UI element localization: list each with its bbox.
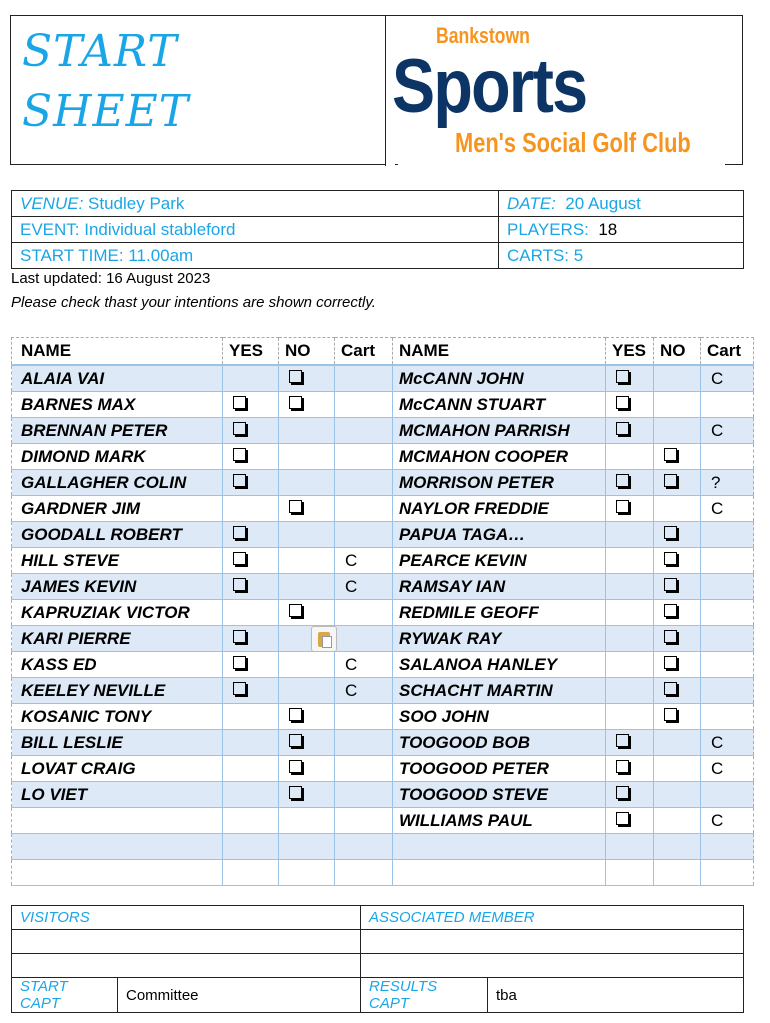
cart-cell [701, 444, 754, 470]
yes-cell [223, 730, 279, 756]
cart-cell [701, 548, 754, 574]
checkbox-square-icon[interactable] [664, 526, 677, 539]
checkbox-square-icon[interactable] [289, 500, 302, 513]
table-row [12, 756, 754, 782]
cart-cell [335, 365, 393, 392]
table-row [12, 808, 754, 834]
checkbox-square-icon[interactable] [233, 578, 246, 591]
checkbox-square-icon[interactable] [289, 396, 302, 409]
yes-cell [223, 808, 279, 834]
table-header [12, 338, 754, 366]
checkbox-square-icon[interactable] [233, 422, 246, 435]
player-name: MORRISON PETER [393, 470, 606, 496]
no-cell [654, 470, 701, 496]
checkbox-square-icon[interactable] [616, 396, 629, 409]
visitors-label: VISITORS [12, 906, 361, 930]
checkbox-square-icon[interactable] [616, 370, 629, 383]
yes-cell [606, 626, 654, 652]
table-row [12, 730, 754, 756]
event-info-table [11, 190, 744, 269]
col-no: NO [279, 338, 335, 366]
player-name: REDMILE GEOFF [393, 600, 606, 626]
yes-cell [606, 756, 654, 782]
checkbox-square-icon[interactable] [233, 396, 246, 409]
club-logo [392, 24, 722, 160]
yes-cell [606, 470, 654, 496]
no-cell [654, 704, 701, 730]
player-name [12, 808, 223, 834]
player-name: KEELEY NEVILLE [12, 678, 223, 704]
checkbox-square-icon[interactable] [289, 708, 302, 721]
table-row [12, 782, 754, 808]
checkbox-square-icon[interactable] [664, 552, 677, 565]
player-name: SCHACHT MARTIN [393, 678, 606, 704]
cart-cell [335, 444, 393, 470]
table-row [12, 834, 754, 860]
table-row [12, 860, 754, 886]
yes-cell [606, 600, 654, 626]
checkbox-square-icon[interactable] [616, 786, 629, 799]
cart-cell [701, 678, 754, 704]
checkbox-square-icon[interactable] [233, 656, 246, 669]
no-cell [654, 782, 701, 808]
cart-cell [335, 392, 393, 418]
yes-cell [606, 418, 654, 444]
visitors-entry [12, 954, 361, 978]
yes-cell [606, 522, 654, 548]
player-name: PEARCE KEVIN [393, 548, 606, 574]
no-cell [654, 365, 701, 392]
table-row [12, 704, 754, 730]
no-cell [279, 860, 335, 886]
player-name: BARNES MAX [12, 392, 223, 418]
player-name: KOSANIC TONY [12, 704, 223, 730]
checkbox-square-icon[interactable] [233, 526, 246, 539]
cart-cell [335, 756, 393, 782]
cart-cell: C [335, 652, 393, 678]
col-name: NAME [393, 338, 606, 366]
checkbox-square-icon[interactable] [289, 370, 302, 383]
no-cell [654, 548, 701, 574]
yes-cell [223, 600, 279, 626]
player-name [393, 834, 606, 860]
venue-value: Studley Park [88, 193, 185, 213]
player-name: LO VIET [12, 782, 223, 808]
player-name: WILLIAMS PAUL [393, 808, 606, 834]
player-name [12, 834, 223, 860]
associated-entry [361, 930, 744, 954]
no-cell [279, 756, 335, 782]
checkbox-square-icon[interactable] [289, 604, 302, 617]
checkbox-square-icon[interactable] [664, 682, 677, 695]
cart-cell [701, 574, 754, 600]
yes-cell [223, 782, 279, 808]
player-name: KASS ED [12, 652, 223, 678]
table-row [12, 652, 754, 678]
player-name: GALLAGHER COLIN [12, 470, 223, 496]
checkbox-square-icon[interactable] [233, 630, 246, 643]
title-line-1: START [22, 26, 178, 77]
cart-cell [701, 522, 754, 548]
player-name: TOOGOOD PETER [393, 756, 606, 782]
start-capt-label: START CAPT [12, 978, 118, 1013]
yes-cell [223, 860, 279, 886]
yes-cell [223, 418, 279, 444]
player-name: MCMAHON PARRISH [393, 418, 606, 444]
checkbox-square-icon[interactable] [616, 734, 629, 747]
no-cell [279, 600, 335, 626]
yes-cell [223, 756, 279, 782]
event-cell: EVENT: Individual stableford [12, 217, 499, 243]
no-cell [279, 522, 335, 548]
no-cell [279, 704, 335, 730]
cart-cell: C [335, 574, 393, 600]
no-cell [279, 548, 335, 574]
player-name: ALAIA VAI [12, 365, 223, 392]
no-cell [279, 444, 335, 470]
checkbox-square-icon[interactable] [616, 500, 629, 513]
cart-cell [701, 782, 754, 808]
no-cell [654, 600, 701, 626]
cart-cell: C [701, 730, 754, 756]
date-cell [499, 191, 744, 217]
cart-cell [335, 860, 393, 886]
table-row [12, 600, 754, 626]
checkbox-square-icon[interactable] [289, 760, 302, 773]
start-time-cell: START TIME: 11.00am [12, 243, 499, 269]
cart-cell [335, 626, 393, 652]
checkbox-square-icon[interactable] [664, 604, 677, 617]
yes-cell [223, 652, 279, 678]
checkbox-square-icon[interactable] [664, 656, 677, 669]
no-cell [654, 652, 701, 678]
cart-cell [701, 652, 754, 678]
yes-cell [606, 444, 654, 470]
logo-club-name: Men's Social Golf Club [455, 127, 691, 158]
no-cell [279, 418, 335, 444]
player-name: SALANOA HANLEY [393, 652, 606, 678]
player-name: GOODALL ROBERT [12, 522, 223, 548]
page-title [22, 22, 189, 142]
results-capt-value: tba [488, 978, 744, 1013]
start-capt-value: Committee [118, 978, 361, 1013]
yes-cell [223, 678, 279, 704]
checkbox-square-icon[interactable] [233, 682, 246, 695]
cart-cell: C [701, 756, 754, 782]
yes-cell [223, 834, 279, 860]
yes-cell [223, 704, 279, 730]
yes-cell [223, 548, 279, 574]
players-cell [499, 217, 744, 243]
col-cart: Cart [701, 338, 754, 366]
col-no: NO [654, 338, 701, 366]
checkbox-square-icon[interactable] [233, 552, 246, 565]
results-capt-label: RESULTS CAPT [361, 978, 488, 1013]
no-cell [654, 392, 701, 418]
col-yes: YES [606, 338, 654, 366]
no-cell [279, 782, 335, 808]
no-cell [654, 756, 701, 782]
checkbox-square-icon[interactable] [616, 760, 629, 773]
table-row [12, 548, 754, 574]
player-name: SOO JOHN [393, 704, 606, 730]
yes-cell [606, 834, 654, 860]
yes-cell [606, 574, 654, 600]
cart-cell: C [335, 548, 393, 574]
yes-cell [223, 522, 279, 548]
associated-entry [361, 954, 744, 978]
no-cell [279, 574, 335, 600]
player-name: TOOGOOD STEVE [393, 782, 606, 808]
visitors-entry [12, 930, 361, 954]
cart-cell [335, 418, 393, 444]
yes-cell [606, 365, 654, 392]
checkbox-square-icon[interactable] [289, 734, 302, 747]
player-name: DIMOND MARK [12, 444, 223, 470]
cart-cell [335, 834, 393, 860]
checkbox-square-icon[interactable] [664, 578, 677, 591]
cart-cell [335, 704, 393, 730]
player-name: MCMAHON COOPER [393, 444, 606, 470]
cart-cell: C [335, 678, 393, 704]
cart-cell [335, 470, 393, 496]
no-cell [279, 678, 335, 704]
cart-cell [335, 600, 393, 626]
table-row [12, 470, 754, 496]
players-label: PLAYERS: [507, 219, 589, 239]
checkbox-square-icon[interactable] [664, 474, 677, 487]
no-cell [279, 652, 335, 678]
table-row [12, 496, 754, 522]
no-cell [654, 808, 701, 834]
player-name: TOOGOOD BOB [393, 730, 606, 756]
cart-cell [701, 600, 754, 626]
cart-cell: ? [701, 470, 754, 496]
player-name: McCANN STUART [393, 392, 606, 418]
col-name: NAME [12, 338, 223, 366]
checkbox-square-icon[interactable] [289, 786, 302, 799]
no-cell [654, 730, 701, 756]
player-name: BILL LESLIE [12, 730, 223, 756]
no-cell [654, 418, 701, 444]
no-cell [654, 834, 701, 860]
checkbox-square-icon[interactable] [233, 448, 246, 461]
no-cell [654, 444, 701, 470]
player-name: KARI PIERRE [12, 626, 223, 652]
checkbox-square-icon[interactable] [233, 474, 246, 487]
cart-cell: C [701, 808, 754, 834]
last-updated: Last updated: 16 August 2023 [11, 270, 211, 287]
yes-cell [606, 392, 654, 418]
cart-cell [335, 782, 393, 808]
no-cell [654, 678, 701, 704]
player-name [12, 860, 223, 886]
player-name: RAMSAY IAN [393, 574, 606, 600]
yes-cell [223, 574, 279, 600]
table-row [12, 522, 754, 548]
no-cell [654, 860, 701, 886]
yes-cell [606, 782, 654, 808]
player-name: BRENNAN PETER [12, 418, 223, 444]
cart-cell [335, 808, 393, 834]
col-cart: Cart [335, 338, 393, 366]
logo-sports: Sports [392, 44, 587, 129]
cart-cell [701, 392, 754, 418]
no-cell [279, 365, 335, 392]
table-row [12, 626, 754, 652]
no-cell [654, 522, 701, 548]
logo-bankstown: Bankstown [436, 23, 530, 48]
carts-cell: CARTS: 5 [499, 243, 744, 269]
yes-cell [606, 496, 654, 522]
cart-cell [701, 860, 754, 886]
associated-member-label: ASSOCIATED MEMBER [361, 906, 744, 930]
cart-cell: C [701, 418, 754, 444]
col-yes: YES [223, 338, 279, 366]
player-name: HILL STEVE [12, 548, 223, 574]
yes-cell [223, 496, 279, 522]
player-name: LOVAT CRAIG [12, 756, 223, 782]
cart-cell: C [701, 496, 754, 522]
player-name [393, 860, 606, 886]
cart-cell [335, 522, 393, 548]
no-cell [279, 470, 335, 496]
player-name: NAYLOR FREDDIE [393, 496, 606, 522]
no-cell [279, 808, 335, 834]
cart-cell [335, 730, 393, 756]
no-cell [654, 574, 701, 600]
player-name: GARDNER JIM [12, 496, 223, 522]
no-cell [654, 496, 701, 522]
players-table [11, 337, 754, 886]
players-value: 18 [598, 219, 618, 239]
yes-cell [606, 704, 654, 730]
no-cell [654, 626, 701, 652]
cart-cell: C [701, 365, 754, 392]
no-cell [279, 392, 335, 418]
yes-cell [606, 652, 654, 678]
player-name: McCANN JOHN [393, 365, 606, 392]
table-row [12, 365, 754, 392]
player-name: PAPUA TAGA… [393, 522, 606, 548]
cart-cell [701, 704, 754, 730]
date-value: 20 August [565, 193, 641, 213]
yes-cell [606, 678, 654, 704]
checkbox-square-icon[interactable] [664, 448, 677, 461]
yes-cell [223, 392, 279, 418]
checkbox-square-icon[interactable] [664, 708, 677, 721]
checkbox-square-icon[interactable] [616, 474, 629, 487]
no-cell [279, 834, 335, 860]
yes-cell [606, 548, 654, 574]
no-cell [279, 496, 335, 522]
cart-cell [335, 496, 393, 522]
yes-cell [223, 444, 279, 470]
yes-cell [606, 808, 654, 834]
no-cell [279, 730, 335, 756]
checkbox-square-icon[interactable] [664, 630, 677, 643]
notice: Please check thast your intentions are shown correctly. [11, 294, 376, 311]
table-row [12, 392, 754, 418]
date-label: DATE: [507, 193, 556, 213]
table-row [12, 574, 754, 600]
checkbox-square-icon[interactable] [616, 812, 629, 825]
venue-cell [12, 191, 499, 217]
player-name: KAPRUZIAK VICTOR [12, 600, 223, 626]
table-row [12, 678, 754, 704]
checkbox-square-icon[interactable] [616, 422, 629, 435]
clipboard-paste-icon [311, 626, 337, 652]
player-name: JAMES KEVIN [12, 574, 223, 600]
yes-cell [606, 860, 654, 886]
player-name: RYWAK RAY [393, 626, 606, 652]
yes-cell [223, 470, 279, 496]
table-row [12, 444, 754, 470]
yes-cell [606, 730, 654, 756]
title-line-2: SHEET [22, 86, 190, 137]
footer-table [11, 905, 744, 1013]
venue-label: VENUE: [20, 193, 84, 213]
table-row [12, 418, 754, 444]
cart-cell [701, 834, 754, 860]
yes-cell [223, 626, 279, 652]
yes-cell [223, 365, 279, 392]
cart-cell [701, 626, 754, 652]
